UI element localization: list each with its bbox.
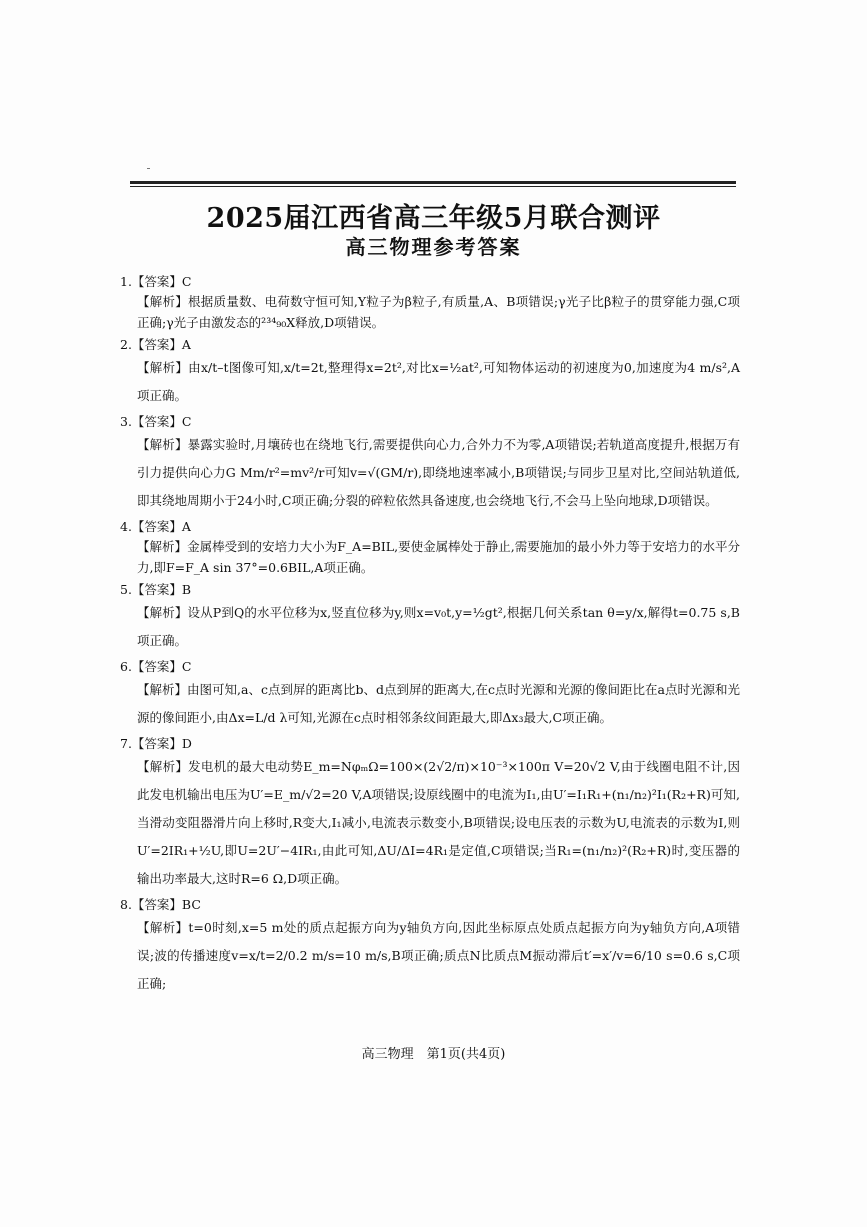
answer-explanation: 【解析】根据质量数、电荷数守恒可知,Y粒子为β粒子,有质量,A、B项错误;γ光子比β粒子的贯穿能力强,C项正确;γ光子由激发态的²³⁴₉₀X释放,D项错误。 xyxy=(137,294,740,330)
header-rule-thick xyxy=(130,181,736,184)
answers-list xyxy=(120,272,740,1000)
scan-mark xyxy=(147,168,150,169)
answer-explanation: 【解析】由图可知,a、c点到屏的距离比b、d点到屏的距离大,在c点时光源和光源的像间距比在a点时光源和光源的像间距小,由Δx=L/d λ可知,光源在c点时相邻条纹间距最大,即Δx₃最大,C项正确。 xyxy=(137,682,740,725)
answer-item-2 xyxy=(120,335,740,410)
answer-label: 6.【答案】C xyxy=(120,659,192,674)
answer-item-1 xyxy=(120,272,740,333)
answer-label: 4.【答案】A xyxy=(120,519,191,534)
answer-explanation: 【解析】设从P到Q的水平位移为x,竖直位移为y,则x=v₀t,y=½gt²,根据几何关系tan θ=y/x,解得t=0.75 s,B项正确。 xyxy=(137,605,740,648)
page-footer: 高三物理 第1页(共4页) xyxy=(361,1047,506,1062)
document-title: 2025届江西省高三年级5月联合测评 xyxy=(206,203,661,234)
document-subtitle: 高三物理参考答案 xyxy=(345,235,522,259)
answer-item-6 xyxy=(120,657,740,732)
answer-explanation: 【解析】由x/t–t图像可知,x/t=2t,整理得x=2t²,对比x=½at²,可知物体运动的初速度为0,加速度为4 m/s²,A项正确。 xyxy=(137,360,740,403)
answer-item-4 xyxy=(120,517,740,578)
answer-explanation: 【解析】发电机的最大电动势E_m=NφₘΩ=100×(2√2/π)×10⁻³×100π V=20√2 V,由于线圈电阻不计,因此发电机输出电压为U′=E_m/√2=20 V,A项错误;设原线圈中的电流为I₁,由U′=I₁R₁+(n₁/n₂)²I₁(R₂+R)可知,当滑动变阻器滑片向上移时,R变大,I₁减小,电流表示数变小,B项错误;设电压表的示数为U,电流表的示数为I,则U′=2IR₁+½U,即U=2U′−4IR₁,由此可知,ΔU/ΔI=4R₁是定值,C项错误;当R₁=(n₁/n₂)²(R₂+R)时,变压器的输出功率最大,这时R=6 Ω,D项正确。 xyxy=(137,759,740,886)
answer-label: 5.【答案】B xyxy=(120,582,192,597)
answer-label: 3.【答案】C xyxy=(120,414,192,429)
header-rule-thin xyxy=(130,186,736,187)
answer-item-3 xyxy=(120,412,740,515)
answer-explanation: 【解析】暴露实验时,月壤砖也在绕地飞行,需要提供向心力,合外力不为零,A项错误;若轨道高度提升,根据万有引力提供向心力G Mm/r²=mv²/r可知v=√(GM/r),即绕地速率减小,B项错误;与同步卫星对比,空间站轨道低,即其绕地周期小于24小时,C项正确;分裂的碎粒依然具备速度,也会绕地飞行,不会马上坠向地球,D项错误。 xyxy=(137,437,740,508)
answer-explanation: 【解析】t=0时刻,x=5 m处的质点起振方向为y轴负方向,因此坐标原点处质点起振方向为y轴负方向,A项错误;波的传播速度v=x/t=2/0.2 m/s=10 m/s,B项正确;质点N比质点M振动滞后t′=x′/v=6/10 s=0.6 s,C项正确; xyxy=(137,920,740,991)
answer-label: 8.【答案】BC xyxy=(120,897,201,912)
answer-item-7 xyxy=(120,734,740,893)
answer-item-5 xyxy=(120,580,740,655)
answer-label: 2.【答案】A xyxy=(120,337,191,352)
answer-label: 7.【答案】D xyxy=(120,736,192,751)
answer-explanation: 【解析】金属棒受到的安培力大小为F_A=BIL,要使金属棒处于静止,需要施加的最小外力等于安培力的水平分力,即F=F_A sin 37°=0.6BIL,A项正确。 xyxy=(137,539,740,575)
answer-label: 1.【答案】C xyxy=(120,274,192,289)
answer-item-8 xyxy=(120,895,740,998)
